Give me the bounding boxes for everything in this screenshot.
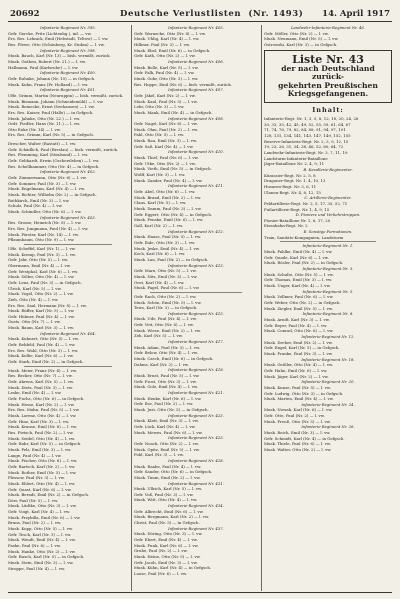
casualty-entry: Gefr. Möller, Otto (Nr. 2) — l. vw. [264,30,329,36]
casualty-entry: Musk. Ude, Paul (Nr. 4) — l. vw. [134,316,197,322]
casualty-entry: Ers. Res. Lehnick, Emil (Hebstadt, Teltow) — l. vw. [8,36,109,42]
casualty-entry: Gefr. Sander, Otto (Nr. 6) — in Gefgsch. [134,469,213,475]
casualty-entry: Feldartillerie-Regt. Nr. 2, 5, 17, 35, 52, 71 [264,200,348,206]
casualty-entry: Musk. Ernst, Paul (Nr. 5) — l. vw. [134,373,200,379]
issue-number: (Nr. 1493) [248,9,304,19]
page-header [8,6,392,22]
casualty-entry: Lehr, Otto (Nr. 3) — l. vw. [134,104,185,110]
casualty-entry: Gefr. Ilse, Paul (Nr. 2) — l. vw. [134,401,194,407]
casualty-entry: Musk. Döring, Otto (Nr. 3) — l. vw. [134,531,203,537]
casualty-entry: Musk. Lüdtke, Otto (Nr. 3) — l. vw. [8,503,77,509]
casualty-entry: Res. Grosse, Heinrich (Nr. 8) — l. vw. [8,220,82,226]
regiment-heading: Infanterie-Regiment Nr. 12. [301,333,355,339]
casualty-entry: Musk. Kühn, Karl (Nr. 4) — in Gefgsch. [134,565,212,571]
casualty-entry: Zieh, Otto (Nr. 4) — l. vw. [8,296,59,302]
casualty-entry: Ers. Res. Jungmann, Paul (Nr. 4) — l. vw. [8,225,89,231]
regiment-heading: Infanterie-Regiment Nr. 412. [168,228,224,234]
casualty-entry: Musk. Przybilla, Emil (Nr. 6) — l. vw. [8,514,81,520]
regiment-heading: Infanterie-Regiment Nr. 434. [168,503,224,509]
casualty-entry: Gefr. Hahn, Emil (Nr. 6) — l. vw. [264,367,328,373]
casualty-entry: Musk. Meier, Franz (Nr. 4) — l. vw. [8,367,77,373]
casualty-entry: Musk. Bolle, Karl (Nr. 5) — l. vw. [134,64,199,70]
casualty-entry: Gefr. Falk, Paul (Nr. 4) — l. vw. [134,70,195,76]
casualty-entry: Musk. Kolbe, Karl (Nr. 6) — l. vw. [8,353,74,359]
casualty-entry: Musk. Lau, Paul (Nr. 2) — in Gefgsch. [134,256,209,262]
casualty-entry: Musk. Just, Otto (Nr. 5) — in Gefgsch. [134,406,209,412]
casualty-entry: Ostrowski, Karl (Nr. 3) — in Gefgsch. [264,41,338,47]
casualty-entry: Gefr. Fuchs, Otto (Nr. 6) — in Gefgsch. [8,396,85,401]
casualty-entry: Eisenbahn-Regt. Nr. 2 [264,223,308,229]
casualty-entry: Gefr. Lück, Karl (Nr. 4) — l. vw. [134,423,196,429]
casualty-entry: Musk. Gohr, Otto (Nr. 3) — l. vw. [134,75,199,81]
casualty-entry: Musk. Brand, Emil (Nr. 2) — l. vw. [134,194,202,200]
casualty-entry: Res. Flemming, Karl (Stralsund) — l. vw. [8,152,89,158]
casualty-entry: Musk. Berndt, Emil (Nr. 2) — in Gefgsch. [8,492,90,498]
casualty-entry: Ulrich, Karl (Nr. 5) — l. vw. [8,285,62,291]
casualty-entry: Musk. Heine, Otto (Nr. 5) — l. vw. [134,554,201,560]
casualty-entry: Musk. Fischer, Otto (Nr. 6) — l. vw. [8,458,78,464]
casualty-entry: Musk. Adam, Paul (Nr. 3) — l. vw. [134,344,201,350]
regiment-heading: Infanterie-Regiment Nr. 413. [168,262,224,268]
casualty-entry: Gefr. Stark, Emil (Nr. 2) — in Gefgsch. [8,359,84,365]
casualty-entry: 128, 131, 134, 141, 143, 147, 149, 152, 155 [264,132,351,138]
issue-date: 14. April 1917 [322,9,390,19]
casualty-entry: Musk. Jeske, Emil (Nr. 4) — l. vw. [134,245,200,251]
casualty-entry: Musk. Fenske, Emil (Nr. 6) — l. vw. [134,217,204,223]
casualty-entry: Musk. Wendt, Emil (Nr. 4) — l. vw. [8,537,76,543]
casualty-entry: Musk. Henke, Karl (Nr. 6) — l. vw. [134,395,202,401]
casualty-entry: Gefr. Saß, Karl (Nr. 4) — l. vw. [134,143,194,149]
casualty-entry: Musk. Hesse, Karl (Nr. 2) — l. vw. [8,401,75,407]
casualty-entry: Gefr. Veit, Otto (Nr. 6) — l. vw. [134,322,194,328]
column-divider [261,25,262,591]
casualty-entry: Musk. Dietz, Paul (Nr. 3) — l. vw. [8,384,74,390]
casualty-entry: Musk. Ullrich, Karl (Nr. 5) — l. vw. [134,486,203,492]
casualty-entry: Ers. Res. Kaiser, Paul (Halle) — in Gefgsch. [8,109,94,115]
casualty-entry: Hallmann, Paul (Karlsruhe) — l. vw. [8,64,79,70]
casualty-entry: Musk. Krause, Emil (Nr. 6) — l. vw. [8,424,78,430]
section-separator [280,241,376,242]
section-separator [150,292,242,293]
regiment-heading: Infanterie-Regiment Nr. 402. [40,169,96,175]
casualty-entry: Musk. Schulte, Otto (Nr. 5) — l. vw. [264,271,334,277]
casualty-entry: Otto Enke (Nr. 14) — l. vw. [8,126,61,132]
casualty-entry: 19, 23, 26, 31, 34, 38, 46, 52, 60, 64, 72 [264,144,344,150]
casualty-entry: Musk. Rother, Emil (Nr. 5) — l. vw. [8,469,77,475]
column-left [8,25,128,591]
casualty-entry: Gefr. Abel, Otto (Nr. 6) — l. vw. [134,189,196,195]
casualty-entry: Musk. Witt, Otto (Nr. 4) — l. vw. [134,497,198,503]
casualty-entry: Musk. Ohm, Paul (Nr. 2) — l. vw. [134,126,199,132]
casualty-entry: Gefr. Rusch, Karl (Nr. 5) — in Gefgsch. [8,554,85,560]
regiment-heading: Infanterie-Regiment Nr. 437. [168,525,224,531]
list-title-box [264,50,392,103]
casualty-entry: Gefr. Hübner, Paul (Nr. 4) — l. vw. [8,313,75,319]
casualty-entry: Pionier-Bataillone Nr. 1, 6, 17, 20 [264,217,331,223]
regiment-heading: Infanterie-Regiment Nr. 404. [40,330,96,336]
list-title: Liste Nr. 43 [292,52,364,66]
casualty-entry: Jäger-Bataillone Nr. 2, 4, 9, 11 [264,161,325,167]
casualty-entry: Musk. Conrad, Otto (Nr. 6) — l. vw. [264,328,334,334]
regiment-heading: C. Artillerie-Regimenter. [304,195,352,201]
casualty-entry: Musk. Baum, Karl (Nr. 3) — l. vw. [8,325,74,331]
casualty-entry: Gefr. Hinz, Karl (Nr. 3) — l. vw. [8,418,70,424]
column-divider [131,25,132,591]
regiment-heading: E. Sonstige Formationen. [303,229,353,235]
section-separator [24,244,112,245]
casualty-entry: Res. Plewe, Otto (Schönberg, Kr. Stuhm) — l. vw. [8,41,105,47]
casualty-entry: Gefr. Below, Otto (Nr. 4) — l. vw. [134,350,198,356]
casualty-entry: Gefr. Voigt, Karl (Nr. 4) — l. vw. [8,509,71,515]
regiment-heading: Infanterie-Regiment Nr. 3. [302,266,354,272]
regiment-heading: Infanterie-Regiment Nr. 5. [302,288,354,294]
casualty-entry: Gefr. Rehfeld, Paul (Nr. 4) — l. vw. [8,342,76,348]
regiment-heading: Infanterie-Regiment Nr. 26. [301,424,355,430]
casualty-entry: Musk. Jahnke, Otto (Nr. 22.) — l. vw. [8,115,81,121]
casualty-entry: Musk. Bauch, Karl (Nr. 13) — bish. vermißt, zurück. [8,53,111,59]
casualty-entry: Musk. Vieth, Emil (Nr. 5) — in Gefgsch. [134,166,212,172]
casualty-entry: Gefr. Beyer, Paul (Nr. 4) — l. vw. [264,322,328,328]
casualty-entry: Gefr. Gebhardt, Erwin (Oschersleben) — l. vw. [8,158,100,164]
casualty-entry: Gefr. Tesch, Karl (Nr. 3) — l. vw. [8,531,72,537]
section-separator [24,139,112,140]
casualty-entry: Gefr. Bahr, Karl (Nr. 5) — in Gefgsch. [8,441,82,447]
casualty-entry: Gefr. Utke, Otto (Nr. 2) — l. vw. [134,160,196,166]
casualty-entry: Leske, Emil (Nr. 4) — l. vw. [8,390,62,396]
list-subtitle-line: Kriegsgefangenen. [287,89,369,99]
casualty-entry: Pflaumbaum, Otto (Nr. 9) — l. vw. [8,237,75,243]
casualty-entry: Musk. Jäger, Karl (Nr. 2) — l. vw. [264,373,329,379]
section-separator [24,366,112,367]
regiment-heading: Infanterie-Regiment Nr. 431. [168,480,224,486]
casualty-entry: Dörr, Paul (Nr. 5) — l. vw. [8,497,59,503]
casualty-entry: Gefr. Ruhnke, Johann (Nr. 10) — in Gefgsch. [8,75,96,81]
regiment-heading: Infanterie-Regiment Nr. 406. [168,58,224,64]
casualty-entry: Rothkirch, Emil (Nr. 3) — l. vw. [8,197,70,203]
casualty-entry: Gefr. Zimmermann, Otto (Nr. 6) — l. vw. [8,175,87,181]
casualty-entry: Gefr. Sommer, Paul (Nr. 3) — l. vw. [8,180,77,186]
casualty-entry: Musk. Reinecke, Ernst (Seehausen) — l. vw. [8,104,95,110]
casualty-entry: Gefr. Ahrens, Karl (Nr. 5) — l. vw. [8,379,74,385]
casualty-entry: Musk. Walter, Otto (Nr. 2) — l. vw. [264,447,332,453]
casualty-entry: Musk. Neumann, Emil (Nr. 5) — l. vw. [264,36,339,42]
casualty-entry: Musk. Franke, Paul (Nr. 3) — l. vw. [264,350,333,356]
casualty-entry: Musk. Bergmann, Karl (Nr. 2) — l. vw. [134,514,210,520]
casualty-entry: Ers. Res. Grimm, Karl (Nr. 5) — in Gefgsch. [8,132,94,138]
regiment-heading: Infanterie-Regiment Nr. 423. [168,412,224,418]
casualty-entry: Fußartillerie-Regt. Nr. 1, 4, 9, 15 [264,206,330,212]
casualty-entry: Musk. Kuhn, Franz (Pr. Holland) — l. vw. [8,81,89,87]
publication-title [120,9,303,19]
casualty-entry: Musk. Opitz, Emil (Nr. 5) — l. vw. [134,446,200,452]
casualty-entry: Gefr. Jahr, Otto (Nr. 5) — l. vw. [8,257,69,263]
regiment-heading: Infanterie-Regiment Nr. 24. [301,401,355,407]
casualty-entry: Gefr. Otte, Paul (Nr. 2) — l. vw. [264,413,325,419]
casualty-entry: Reserve-Infanterie-Regt. Nr. 2, 5, 9, 12, 15 [264,138,349,144]
casualty-entry: Musk. Damm, Paul (Nr. 3) — l. vw. [134,206,202,211]
casualty-entry: Musk. Arndt, Karl (Nr. 3) — l. vw. [264,316,330,322]
casualty-entry: Dahms, Karl (Nr. 2) — l. vw. [134,361,189,367]
casualty-entry: Musk. Haase, Paul (Nr. 5) — l. vw. [134,234,202,240]
casualty-entry: Gefr. Voß, Paul (Nr. 3) — l. vw. [134,491,194,497]
casualty-entry: Ordt. Fiedler, Hans (Nr. 11.) — l. vw. [8,121,81,127]
regiment-heading: Infanterie-Regiment Nr. 415. [168,310,224,316]
casualty-entry: Husaren-Regt. Nr. 3, 6, 11 [264,183,317,189]
casualty-entry: Musk. Mank, Emil (Nr. 4) — in Gefgsch. [134,109,213,115]
casualty-entry: Ers. Res. Saal, Hermann (Nr. 8) — l. vw. [8,302,87,308]
casualty-entry: Musk. Funk, Karl (Nr. 6) — l. vw. [134,542,199,548]
casualty-entry: 71, 74, 76, 79, 82, 84, 88, 91, 94, 97, 101 [264,127,346,133]
casualty-entry: 30, 33, 35, 42, 45, 49, 52, 55, 59, 61, 64, 67 [264,121,351,127]
regiment-heading: Infanterie-Regiment Nr. 410. [168,149,224,155]
casualty-entry: Musk. Klatt, Emil (Nr. 3) — l. vw. [134,418,199,424]
casualty-entry: Res. Hoppe, Emil (Nr. 6) — bish. vermißt, zurück. [134,81,232,87]
casualty-entry: Musk. Rau, Emil (Nr. 3) — l. vw. [134,138,198,144]
casualty-entry: Gefr. Bartsch, Karl (Nr. 2) — l. vw. [8,463,76,469]
regiment-heading: Infanterie-Regiment Nr. 405. [168,25,224,30]
casualty-entry: Gefr. Marx, Otto (Nr. 5) — l. vw. [134,268,197,274]
casualty-entry: Musk. Seidel, Otto (Nr. 4) — l. vw. [8,435,76,441]
list-subtitle-line: der nach Deutschland zurück- [281,63,375,82]
casualty-entry: Gefr. Rach, Otto (Nr. 2) — l. vw. [134,293,197,299]
casualty-entry: Musk. Ziegler, Emil (Nr. 5) — l. vw. [264,305,333,311]
casualty-entry: Gefr. Jacob, Emil (Nr. 3) — l. vw. [134,559,198,565]
casualty-entry: Infanterie-Regt. Nr. 1, 3, 5, 8, 12, 18, 20, 24, 26 [264,116,359,121]
casualty-entry: Musk. Raabe, Paul (Nr. 4) — l. vw. [134,463,202,469]
casualty-entry: Hillmer, Paul (Nr. 3) — l. vw. [134,41,190,47]
casualty-entry: Gefr. Schmidt, Karl (Nr. 4) — in Gefgsch. [264,435,345,441]
casualty-entry: Musk. Engelmann, Karl (Nr. 4) — l. vw. [8,186,85,192]
contents-heading: Inhalt: [312,106,344,114]
casualty-entry: Schulz, Paul (Nr. 4) — l. vw. [8,203,63,209]
casualty-entry: Paske, Paul (Nr. 6) — l. vw. [8,543,61,549]
casualty-entry: Gefr. Albrecht, Emil (Nr. 6) — l. vw. [134,508,204,514]
regiment-heading: Infanterie-Regiment Nr. 18. [301,356,355,362]
casualty-entry: Ulanen-Regt. Nr. 4, 8, 12, 15 [264,189,321,195]
casualty-entry: Musk. Kremp, Paul (Nr. 3) — l. vw. [8,251,76,257]
casualty-entry: Musk. Wiese, Emil (Nr. 2) — l. vw. [134,327,202,333]
casualty-entry: Gefr. Ihde, Otto (Nr. 3) — l. vw. [134,239,196,245]
regiment-heading: Infanterie-Regiment Nr. 401. [40,87,96,93]
regiment-heading: Infanterie-Regiment Nr. 407. [168,87,224,93]
casualty-entry: Landsturm-Infanterie-Bataillone [264,155,328,161]
casualty-entry: Musk. Zander, Paul (Nr. 4) — l. vw. [134,177,203,183]
casualty-entry: Lange, Paul (Nr. 4) — l. vw. [8,452,62,458]
casualty-entry: Bruns, Paul (Nr. 2) — l. vw. [8,520,62,526]
regiment-heading: Infanterie-Regiment Nr. 418. [168,367,224,373]
casualty-entry: Landwehr-Infanterie-Regt. Nr. 3, 7, 11, 19 [264,149,348,155]
regiment-heading: Infanterie-Regiment Nr. 8. [302,311,354,317]
casualty-entry: Gefr. Ludwig, Otto (Nr. 3) — in Gefgsch. [264,390,344,396]
regiment-heading: Infanterie-Regiment Nr. 400. [40,70,96,76]
regiment-heading: Infanterie-Regiment Nr. 411. [168,183,224,189]
casualty-entry: Musk. Ehlert, Otto (Nr. 4) — l. vw. [8,480,76,486]
casualty-entry: Gefr. Schädlich, Paul (Breslau) — bish. vermißt, zurück. [8,146,119,152]
casualty-entry: Musk. Kaul, Paul (Nr. 5) — l. vw. [134,98,198,104]
casualty-entry: Musk. Geißler, Otto (Nr. 4) — l. vw. [264,362,334,368]
regiment-heading: Infanterie-Regiment Nr. 421. [168,390,224,395]
casualty-entry: Res. Becker, Otto (Nr. 7) — l. vw. [8,373,73,379]
header-rule [8,21,392,22]
casualty-entry: Musk. Rösler, Paul (Nr. 2) — in Gefgsch. [264,260,344,266]
casualty-entry: Gefr. Quast, Karl (Nr. 6) — l. vw. [8,486,72,492]
casualty-entry: Musk. Marten, Emil (Nr. 4) — l. vw. [264,396,334,402]
casualty-entry: Musk. Timm, Emil (Nr. 2) — l. vw. [134,474,201,480]
newspaper-page [8,6,392,594]
footer-rule [8,592,392,593]
casualty-entry: Musk. Vogel, Otto (Nr. 2) — l. vw. [8,291,74,297]
casualty-entry: Gefr. Frost, Otto (Nr. 3) — l. vw. [134,378,197,384]
casualty-entry: Gefr. Kath, Otto (Nr. 2) — l. vw. [134,53,196,59]
casualty-entry: Musk. Bismann, Johann (Schneidemühl) — l. vw. [8,98,104,104]
casualty-entry: Gefr. Thomas, Emil (Nr. 3) — l. vw. [264,277,333,283]
casualty-entry: Musk. Kunze, Paul (Nr. 5) — l. vw. [264,384,331,390]
regiment-heading: Infanterie-Regiment Nr. 398. [40,47,96,53]
casualty-entry: Musk. Kuhnert, Otto (Nr. 5) — l. vw. [8,336,79,342]
casualty-entry: Res. Pietsch, Paul (Nr. 2) — l. vw. [8,429,74,435]
casualty-entry: Oest, Karl (Nr. 4) — l. vw. [134,279,185,285]
casualty-entry: Musk. Thiele, Paul (Nr. 6) — l. vw. [264,441,331,447]
casualty-entry: Musk. Schindler, Otto (Nr. 6) — l. vw. [8,209,82,214]
casualty-entry: Stroppe, Paul (Nr. 4) — l. vw. [8,565,66,571]
casualty-entry: Musk. Sölter, Otto (Nr. 4) — l. vw. [8,274,75,280]
casualty-entry: Gefr. Nagel, Karl (Nr. 6) — l. vw. [134,121,198,127]
casualty-entry: Grube, Paul (Nr. 2) — l. vw. [134,548,188,554]
casualty-entry: Musk. Hanke, Otto (Nr. 2) — l. vw. [8,548,76,554]
publication-name: Deutsche Verlustlisten [120,9,242,19]
column-right [264,25,392,591]
casualty-entry: Loose, Paul (Nr. 6) — l. vw. [134,571,187,576]
regiment-heading: Infanterie-Regiment Nr. 428. [168,457,224,463]
regiment-heading: B. Kavallerie-Regimenter. [303,166,353,172]
casualty-entry: Musk. Nowak, Karl (Nr. 6) — l. vw. [264,407,333,413]
casualty-entry: Musk. Golz, Emil (Nr. 4) — l. vw. [134,384,198,390]
casualty-entry: Musk. Uhlig, Karl (Nr. 4) — l. vw. [134,36,200,42]
regiment-heading: Infanterie-Regiment Nr. 408. [168,115,224,121]
regiment-heading: Infanterie-Regiment Nr. 20. [301,379,355,385]
casualty-entry: Gefr. Noack, Otto (Nr. 2) — l. vw. [134,440,199,446]
column-middle [134,25,258,591]
regiment-heading: Infanterie-Regiment Nr. 403. [40,214,96,220]
casualty-entry: Gefr. Eggert, Otto (Nr. 4) — in Gefgsch. [134,211,213,217]
casualty-entry: Gefr. Gercke, Fritz (Lichtenbg.), inf. — vw. [8,30,92,36]
casualty-entry: Gefr. Ebert, Emil (Nr. 4) — l. vw. [134,537,198,543]
casualty-entry: Gefr. Engel, Karl (Nr. 5) — in Gefgsch. [264,345,340,351]
casualty-entry: Musk. Dreher, Emil (Nr. 2) — l. vw. [264,339,333,345]
casualty-entry: Kürassier-Regt. Nr. 2, 5, 8 [264,172,316,178]
casualty-entry: Ers. Res. Wahl, Otto (Nr. 3) — l. vw. [8,347,79,353]
casualty-entry: Musk. Gräben, Robert (Nr. 21.) — l. vw. [8,58,87,64]
casualty-entry: Drescher, Walter (Rastatt) — l. vw. [8,141,77,147]
casualty-entry: Obermann, Emil (Nr. 4) — l. vw. [8,262,71,268]
casualty-entry: Musk. Kopp, Otto (Nr. 5) — l. vw. [8,526,74,532]
regiment-heading: Infanterie-Regiment Nr. 417. [168,339,224,345]
casualty-entry: Musk. Reich, Emil (Nr. 3) — l. vw. [264,430,331,436]
casualty-entry: Musk. Rüffer, Karl (Nr. 5) — l. vw. [8,308,75,314]
casualty-entry: Musk. Pelz, Emil (Nr. 3) — l. vw. [8,446,72,452]
casualty-entry: Gefr. Weber, Otto (Nr. 2) — in Gefgsch. [264,300,341,305]
casualty-entry: Ers. Res. Mahn, Paul (Nr. 5) — l. vw. [8,407,80,413]
casualty-entry: Plessow, Paul (Nr. 3) — l. vw. [8,475,65,481]
casualty-entry: Gusts, Otto (Nr. 7) — l. vw. [8,319,61,325]
casualty-entry: Musk. Thiel, Paul (Nr. 6) — l. vw. [134,155,199,161]
casualty-entry: Gefr. Westphal, Karl (Nr. 6) — l. vw. [8,268,79,274]
casualty-entry: Gefr. Lenz, Paul (Nr. 3) — in Gefgsch. [8,279,82,285]
casualty-entry: Pohl, Karl (Nr. 3) — l. vw. [134,452,184,458]
casualty-entry: Musk. Schön, Emil (Nr. 5) — l. vw. [134,299,202,305]
casualty-entry: Musk. Förster, Karl (Nr. 14) — l. vw. [8,231,80,237]
casualty-entry: Musk. Preuß, Otto (Nr. 5) — l. vw. [264,418,331,424]
casualty-entry: Zeh, Karl (Nr. 5) — l. vw. [134,333,183,339]
casualty-entry: Res. Schellhammer, Otto (Nr. 4) — in Gefgsch. [8,163,100,169]
regiment-heading: D. Pioniere und Verkehrstruppen. [295,212,361,218]
regiment-heading: Infanterie-Regiment Nr. 1. [302,243,354,249]
regiment-heading: Landwehr-Infanterie-Regiment Nr. 46. [290,25,366,30]
casualty-entry: Musk. Vollmer, Paul (Nr. 6) — l. vw. [264,294,334,300]
casualty-entry: Gefr. Jäkel, Karl (Nr. 2) — l. vw. [134,92,196,98]
casualty-entry: Musk. Pahlke, Emil (Nr. 4) — l. vw. [264,249,333,255]
casualty-entry: Musk. Unger, Karl (Nr. 4) — l. vw. [264,283,331,289]
casualty-entry: Musk. Mewes, Paul (Nr. 6) — l. vw. [134,429,203,435]
casualty-entry: Musk. Richter, Wilhelm (Nr. 2) — in Gefgsch. [8,192,97,198]
casualty-entry: Wolff, Karl (Nr. 3) — l. vw. [134,172,186,178]
casualty-entry: Musk. Lorenz, Otto (Nr. 4) — l. vw. [8,412,77,418]
casualty-entry: Christ, Paul (Nr. 5) — in Gefgsch. [134,520,200,526]
casualty-entry: Koch, Karl (Nr. 6) — l. vw. [134,251,186,257]
casualty-entry: Uffz. Scheffel, Karl (Nr. 1) — l. vw. [8,245,76,251]
casualty-entry: Pahl, Otto (Nr. 5) — l. vw. [134,132,185,138]
regiment-heading: Infanterie-Regiment Nr. 425. [168,435,224,441]
casualty-entry: Musk. Ebel, Emil (Nr. 6) — in Gefgsch. [134,47,211,53]
regiment-heading: Infanterie-Regiment Nr. 395. [40,25,96,30]
page-number: 20692 [10,9,40,19]
casualty-entry: Uffz. Grimm, Martin (Neuruppin) — bish. vermißt, zurück. [8,92,124,98]
casualty-entry: Musk. Nitz, Emil (Nr. 3) — l. vw. [134,273,198,279]
casualty-entry: Musk. Czech, Emil (Nr. 6) — in Gefgsch. [134,356,214,362]
casualty-entry: Train, Sanitäts-Kompagnien, Landsturm [264,234,344,240]
casualty-entry: Tews, Karl (Nr. 3) — in Gefgsch. [134,305,198,311]
casualty-entry: Gefr. Warnecke, Otto (Nr. 8) — l. vw. [134,30,206,36]
casualty-entry: Musk. Stein, Emil (Nr. 3) — l. vw. [8,560,74,566]
casualty-entry: Claus, Karl (Nr. 5) — l. vw. [134,200,187,206]
casualty-entry: Gall, Karl (Nr. 2) — l. vw. [134,222,184,228]
casualty-entry: Gefr. Quade, Karl (Nr. 6) — l. vw. [264,254,329,260]
casualty-entry: Dragoner-Regt. Nr. 1, 4, 10, 13 [264,178,326,184]
list-subtitle-line: gekehrten Preußischen [278,80,378,90]
casualty-entry: Musk. Pagel, Paul (Nr. 6) — l. vw. [134,285,200,291]
